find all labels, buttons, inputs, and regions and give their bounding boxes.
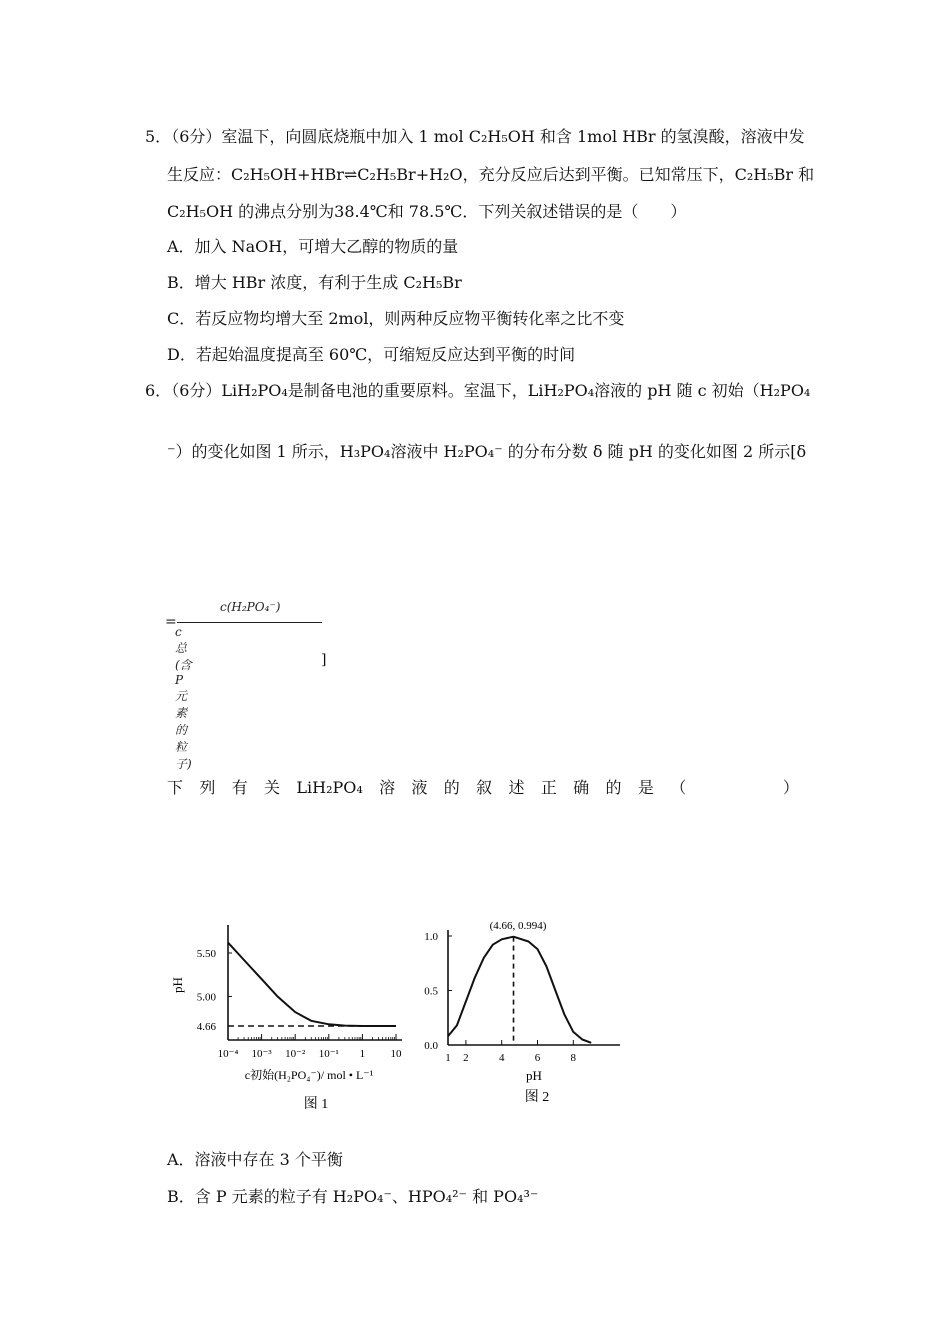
y-tick-label: 0.0 [424, 1040, 438, 1052]
q6-option-a: A．溶液中存在 3 个平衡 [167, 1150, 343, 1169]
x-tick-label: 4 [498, 1052, 505, 1064]
x-axis-label: c初始(H₂PO₄⁻)/ mol • L⁻¹ [244, 1068, 374, 1082]
spaced-char: 液 [411, 778, 428, 797]
figure-caption: 图 2 [524, 1090, 550, 1105]
x-tick-label: 10⁻³ [251, 1048, 272, 1060]
x-tick-label: 10⁻⁴ [217, 1048, 239, 1060]
figure-caption: 图 1 [303, 1097, 329, 1112]
spaced-char: （ [670, 778, 687, 797]
series-line [228, 943, 396, 1026]
x-tick-label: 10⁻² [285, 1048, 306, 1060]
y-tick-label: 4.66 [196, 1021, 216, 1033]
spaced-char: 的 [605, 778, 622, 797]
spaced-char: 列 [199, 778, 216, 797]
spaced-char: LiH₂PO₄ [296, 778, 363, 797]
spaced-char: 的 [443, 778, 460, 797]
y-tick-label: 5.00 [196, 991, 216, 1004]
x-axis-label: pH [526, 1068, 542, 1083]
spaced-char: 是 [637, 778, 654, 797]
spaced-char: 正 [540, 778, 557, 797]
spaced-char: 叙 [476, 778, 493, 797]
q6-option-b: B．含 P 元素的粒子有 H₂PO₄⁻、HPO₄²⁻ 和 PO₄³⁻ [167, 1187, 539, 1206]
fraction-denominator: c总(含P元素的粒子) [175, 625, 192, 771]
figure-2 [424, 920, 620, 1105]
spaced-char: 述 [508, 778, 525, 797]
x-tick-label: 1 [359, 1048, 366, 1060]
x-tick-label: 6 [534, 1052, 541, 1064]
y-tick-label: 0.5 [424, 985, 438, 998]
peak-annotation: (4.66, 0.994) [489, 920, 547, 932]
fraction-numerator: c(H₂PO₄⁻) [220, 600, 281, 614]
spaced-char: 关 [264, 778, 281, 797]
spaced-char: 确 [573, 778, 590, 797]
q5-stem-1: 室温下，向圆底烧瓶中加入 1 mol C₂H₅OH 和含 1mol HBr 的氢溴酸，溶液中发 [221, 127, 805, 146]
x-tick-label: 8 [570, 1052, 577, 1064]
bracket-close: ] [321, 652, 327, 668]
q5-stem-2: 生反应：C₂H₅OH+HBr⇌C₂H₅Br+H₂O，充分反应后达到平衡。已知常压下，C₂H₅Br 和 [167, 165, 815, 184]
q5-option-d: D．若起始温度提高至 60℃，可缩短反应达到平衡的时间 [167, 345, 576, 364]
y-axis-label: pH [170, 977, 185, 993]
x-tick-label: 1 [445, 1052, 451, 1064]
q5-option-b: B．增大 HBr 浓度，有利于生成 C₂H₅Br [167, 273, 462, 292]
figure-1 [170, 925, 402, 1112]
q5-number: 5． [145, 127, 172, 146]
x-tick-label: 2 [463, 1052, 469, 1064]
y-tick-label: 1.0 [424, 931, 438, 943]
spaced-char: 下 [167, 778, 184, 797]
spaced-char: 有 [231, 778, 248, 797]
q6-stem-2: ⁻）的变化如图 1 所示，H₃PO₄溶液中 H₂PO₄⁻ 的分布分数 δ 随 pH 的变化如图 2 所示[δ [167, 442, 807, 461]
q6-stem-1: （6分）LiH₂PO₄是制备电池的重要原料。室温下，LiH₂PO₄溶液的 pH 随 c 初始（H₂PO₄ [171, 381, 811, 400]
fraction-equals: = [165, 614, 177, 630]
series-line [448, 937, 591, 1043]
q5-option-a: A．加入 NaOH，可增大乙醇的物质的量 [167, 237, 459, 256]
q6-number: 6． [145, 381, 172, 400]
q5-stem-3: C₂H₅OH 的沸点分别为38.4℃和 78.5℃．下列关叙述错误的是（ ） [167, 202, 687, 221]
x-tick-label: 10⁻¹ [318, 1048, 339, 1060]
y-tick-label: 5.50 [196, 948, 216, 960]
spaced-char: ） [782, 778, 799, 797]
spaced-char: 溶 [379, 778, 396, 797]
x-tick-label: 10 [390, 1048, 402, 1060]
q5-score: （6分） [171, 127, 222, 146]
q5-option-c: C．若反应物均增大至 2mol，则两种反应物平衡转化率之比不变 [167, 309, 625, 328]
